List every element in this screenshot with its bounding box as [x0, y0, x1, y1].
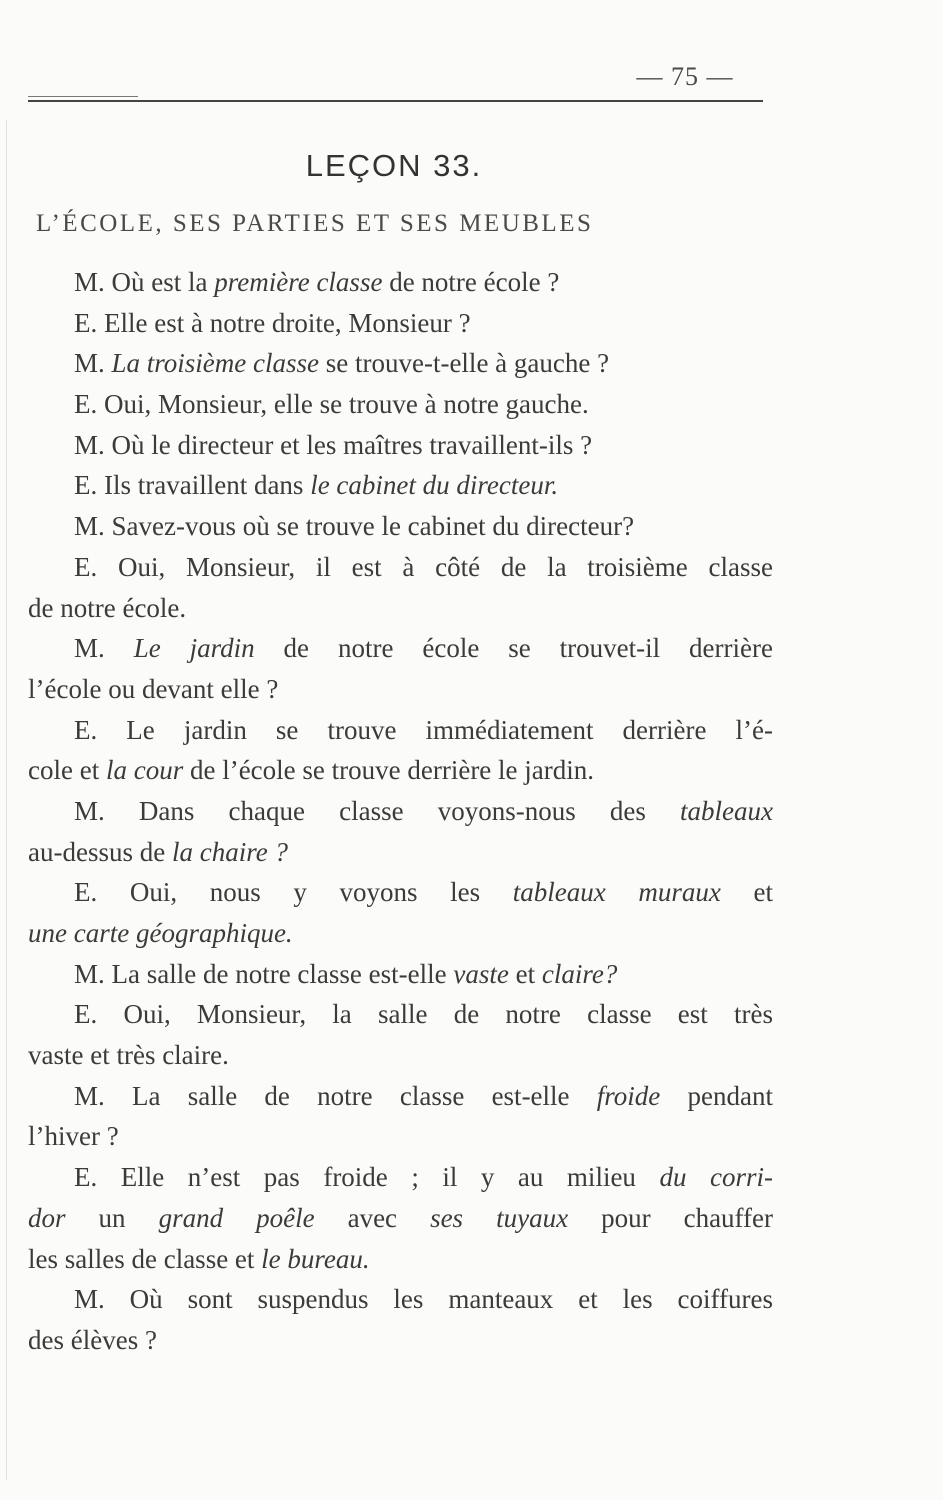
dialogue-line [28, 954, 773, 995]
emphasized-term: le cabinet du directeur. [310, 470, 559, 501]
dialogue-line [28, 262, 773, 303]
text-segment: pour chauffer [568, 1202, 774, 1233]
text-segment: E. Elle n’est pas froide ; il y au milieu [74, 1162, 660, 1193]
page-edge-shadow [6, 120, 7, 1480]
dialogue-line [28, 1157, 773, 1198]
emphasized-term: dor [28, 1202, 66, 1233]
dialogue-line [28, 425, 773, 466]
text-segment: l’école ou devant elle ? [28, 673, 279, 704]
text-segment: E. Le jardin se trouve immédiatement derrière l’é- [74, 714, 773, 745]
dialogue-line [28, 710, 773, 751]
emphasized-term: une carte géographique. [28, 918, 293, 948]
dialogue-line [28, 547, 773, 588]
dialogue-line [28, 1279, 773, 1320]
dialogue-continuation-line [28, 832, 773, 873]
text-segment: M. [74, 633, 134, 664]
emphasized-term: claire? [541, 958, 618, 989]
dialogue-continuation-line [28, 588, 773, 629]
text-segment: les salles de classe et [28, 1243, 262, 1274]
header-rule-accent [28, 96, 138, 97]
dialogue-line [28, 343, 773, 384]
text-segment: M. [74, 348, 112, 379]
text-segment: pendant [660, 1080, 773, 1111]
emphasized-term: froide [596, 1080, 661, 1111]
text-segment: au-dessus de [28, 836, 172, 867]
lesson-title: LEÇON 33. [305, 148, 483, 183]
dialogue-line [28, 994, 773, 1035]
emphasized-term: la chaire ? [171, 836, 288, 867]
dialogue-continuation-line [28, 1116, 773, 1157]
text-segment: E. Elle est à notre droite, Monsieur ? [74, 307, 471, 338]
text-segment: E. Oui, nous y voyons les [74, 877, 513, 908]
text-segment: et [720, 877, 773, 908]
text-segment: se trouve-t-elle à gauche ? [319, 348, 610, 379]
emphasized-term: la cour [105, 755, 184, 786]
text-segment: de notre école ? [382, 267, 560, 297]
text-segment: de l’école se trouve derrière le jardin. [183, 755, 595, 786]
emphasized-term: La troisième classe [111, 348, 319, 379]
text-segment: avec [314, 1202, 431, 1233]
dialogue-continuation-line [28, 669, 773, 710]
dialogue-line [28, 791, 773, 832]
text-segment: M. La salle de notre classe est-elle [74, 958, 454, 989]
dialogue-continuation-line [28, 1035, 773, 1076]
dialogue-line [28, 384, 773, 425]
dialogue-continuation-line [28, 750, 773, 791]
emphasized-term: tableaux [680, 795, 773, 826]
emphasized-term: ses tuyaux [430, 1202, 569, 1233]
text-segment: et [508, 958, 542, 989]
emphasized-term: tableaux muraux [512, 877, 721, 908]
text-segment: cole et [28, 755, 106, 786]
text-segment: vaste et très claire. [28, 1040, 229, 1071]
text-segment: E. Oui, Monsieur, la salle de notre classe est très [74, 999, 773, 1030]
text-segment: M. Dans chaque classe voyons-nous des [74, 795, 681, 826]
emphasized-term: le bureau. [261, 1243, 370, 1274]
dialogue-line [28, 465, 773, 506]
dialogue-line [28, 1076, 773, 1117]
text-segment: M. La salle de notre classe est-elle [74, 1080, 597, 1111]
emphasized-term: grand poêle [158, 1202, 315, 1233]
dialogue-text [28, 262, 773, 1361]
dialogue-continuation-line [28, 1320, 773, 1361]
text-segment: M. Savez-vous où se trouve le cabinet du directeur? [74, 511, 635, 542]
emphasized-term: première classe [214, 267, 383, 297]
text-segment: des élèves ? [28, 1324, 157, 1355]
text-segment: un [65, 1202, 159, 1233]
text-segment: E. Ils travaillent dans [74, 470, 311, 501]
emphasized-term: vaste [453, 958, 509, 989]
page-number: — 75 — [636, 62, 734, 91]
text-segment: l’hiver ? [28, 1121, 119, 1152]
text-segment: M. Où est la [74, 267, 215, 297]
dialogue-line [28, 506, 773, 547]
dialogue-line [28, 303, 773, 344]
text-segment: de notre école. [28, 592, 187, 623]
dialogue-line [28, 628, 773, 669]
header-rule [28, 100, 763, 102]
dialogue-continuation-line [28, 913, 773, 954]
section-title: L’ÉCOLE, SES PARTIES ET SES MEUBLES [36, 210, 594, 237]
text-segment: M. Où le directeur et les maîtres travaillent-ils ? [74, 429, 593, 460]
dialogue-continuation-line [28, 1198, 773, 1239]
text-segment: de notre école se trouvet-il derrière [254, 633, 773, 664]
text-segment: E. Oui, Monsieur, elle se trouve à notre gauche. [74, 389, 589, 420]
text-segment: M. Où sont suspendus les manteaux et les coiffures [74, 1284, 773, 1315]
emphasized-term: du corri- [659, 1162, 773, 1193]
text-segment: E. Oui, Monsieur, il est à côté de la troisième classe [74, 551, 773, 582]
dialogue-line [28, 872, 773, 913]
emphasized-term: Le jardin [133, 633, 255, 664]
dialogue-continuation-line [28, 1239, 773, 1280]
